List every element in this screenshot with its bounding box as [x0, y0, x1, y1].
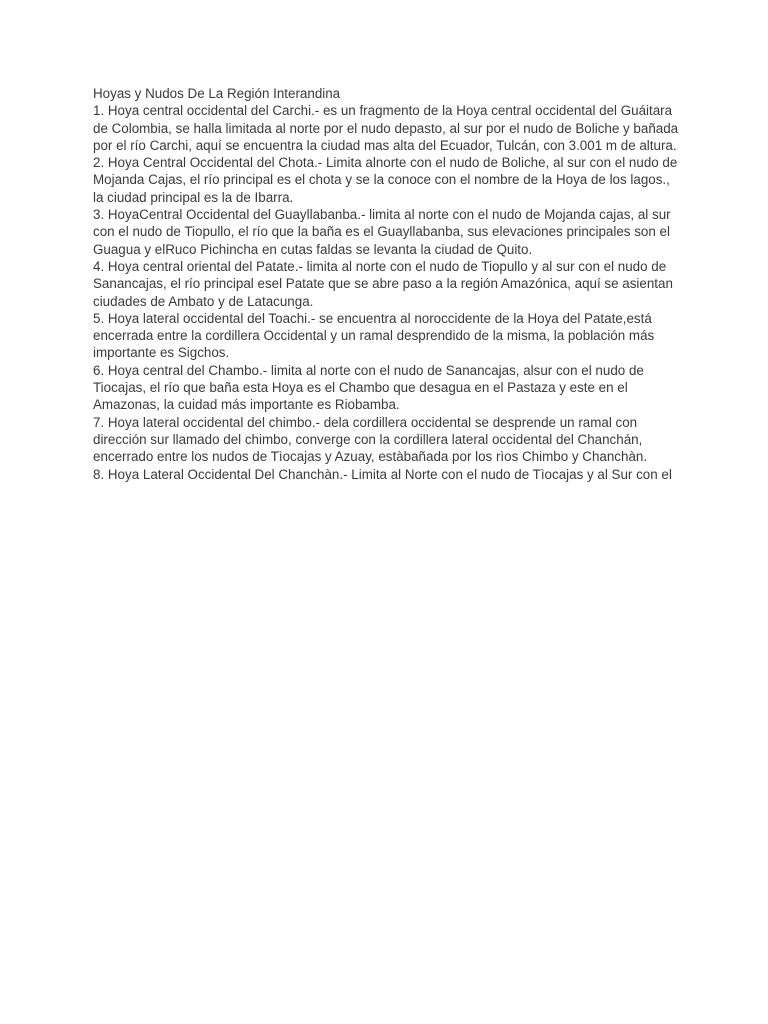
paragraph-chota: 2. Hoya Central Occidental del Chota.- Limita alnorte con el nudo de Boliche, al sur con el nudo de Mojanda Cajas, el río principal es el chota y se la conoce con el nombre de la Hoya de los lagos., la ciudad principal es la de Ibarra. — [93, 155, 678, 205]
paragraph-patate: 4. Hoya central oriental del Patate.- limita al norte con el nudo de Tiopullo y al sur con el nudo de Sanancajas, el río principal esel Patate que se abre paso a la región Amazónica, aquí se asientan ciudades de Ambato y de Latacunga. — [93, 258, 673, 309]
paragraph-chimbo: 7. Hoya lateral occidental del chimbo.- dela cordillera occidental se desprende un ramal con dirección sur llamado del chimbo, converge con la cordillera lateral occidental del Chanchán, encerrado entre los nudos de Tìocajas y Azuay, estàbañada por los rìos Chimbo y Chanchàn. — [93, 414, 648, 465]
paragraph-toachi: 5. Hoya lateral occidental del Toachi.- se encuentra al noroccidente de la Hoya del Patate,está encerrada entre la cordillera Occidental y un ramal desprendido de la misma, la población más importante es Sigchos. — [93, 310, 655, 361]
document-body — [93, 85, 683, 483]
paragraph-chambo: 6. Hoya central del Chambo.- limita al norte con el nudo de Sanancajas, alsur con el nudo de Tiocajas, el río que baña esta Hoya es el Chambo que desagua en el Pastaza y este en el Amazonas, la cuidad más importante es Riobamba. — [93, 362, 644, 413]
document-title: Hoyas y Nudos De La Región Interandina — [93, 86, 341, 101]
paragraph-carchi: 1. Hoya central occidental del Carchi.- es un fragmento de la Hoya central occidental del Guáitara de Colombia, se halla limitada al norte por el nudo depasto, al sur por el nudo de Boliche y bañada por el río Carchi, aquí se encuentra la ciudad mas alta del Ecuador, Tulcán, con 3.001 m de altura. — [93, 103, 679, 153]
paragraph-guayllabamba: 3. HoyaCentral Occidental del Guayllabanba.- limita al norte con el nudo de Mojanda cajas, al sur con el nudo de Tiopullo, el río que la baña es el Guayllabanba, sus elevaciones principales son el Guagua y elRuco Pichincha en cutas faldas se levanta la ciudad de Quito. — [93, 207, 671, 257]
paragraph-chanchan: 8. Hoya Lateral Occidental Del Chanchàn.- Limita al Norte con el nudo de Tìocajas y al Sur con el — [93, 466, 672, 482]
